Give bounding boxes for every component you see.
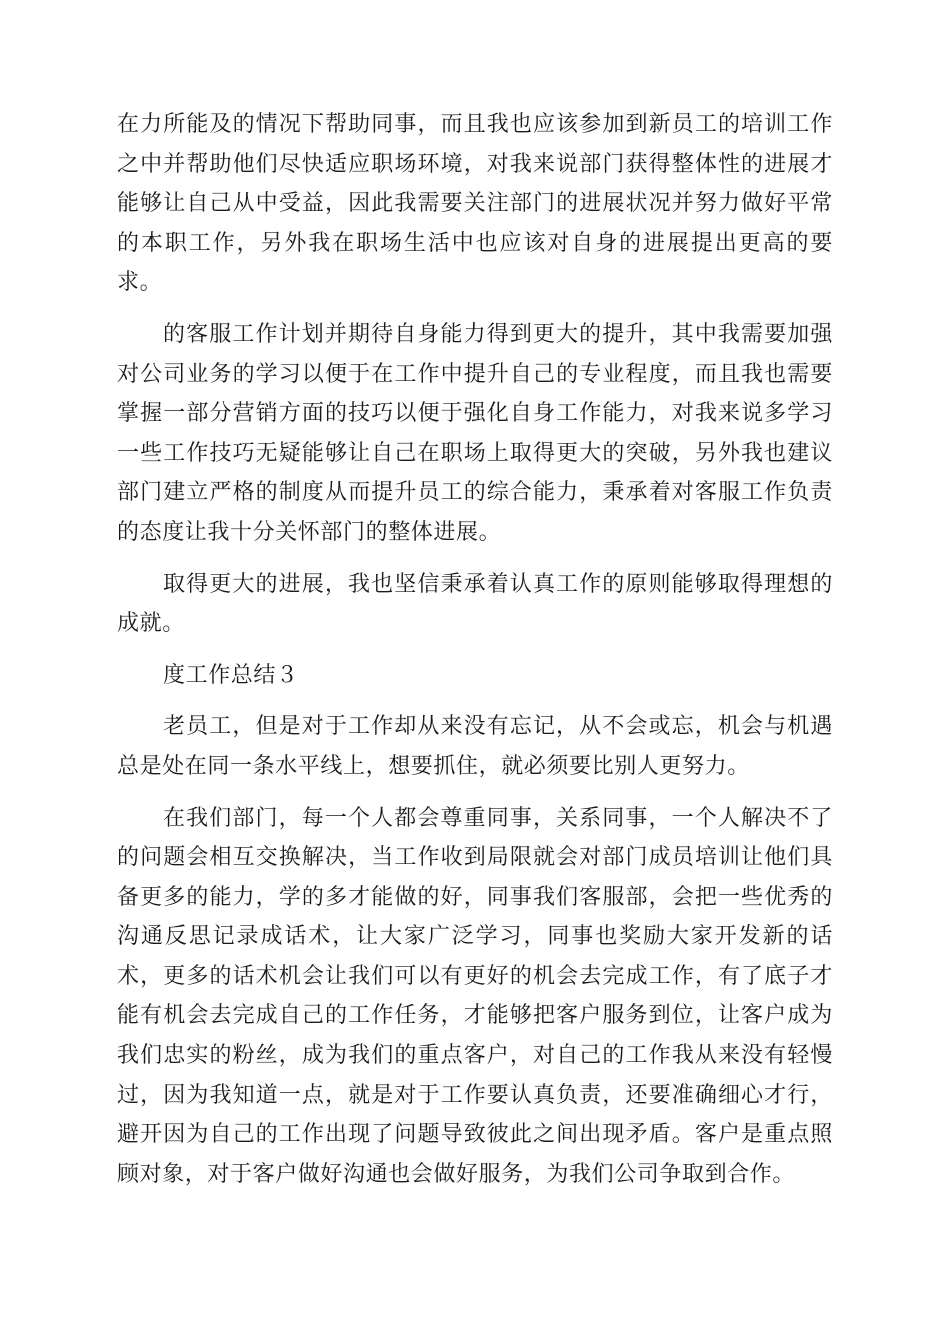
section-heading: 度工作总结３ bbox=[163, 662, 299, 688]
document-page bbox=[117, 105, 833, 1206]
paragraph-5: 在我们部门，每一个人都会尊重同事，关系同事，一个人解决不了的问题会相互交换解决，当工作收到局限就会对部门成员培训让他们具备更多的能力，学的多才能做的好，同事我们客服部，会把一些优秀的沟通反思记录成话术，让大家广泛学习，同事也奖励大家开发新的话术，更多的话术机会让我们可以有更好的机会去完成工作，有了底子才能有机会去完成自己的工作任务，才能够把客户服务到位，让客户成为我们忠实的粉丝，成为我们的重点客户，对自己的工作我从来没有轻慢过，因为我知道一点，就是对于工作要认真负责，还要准确细心才行，避开因为自己的工作出现了问题导致彼此之间出现矛盾。客户是重点照顾对象，对于客户做好沟通也会做好服务，为我们公司争取到合作。 bbox=[117, 805, 833, 1187]
paragraph-3: 取得更大的进展，我也坚信秉承着认真工作的原则能够取得理想的成就。 bbox=[117, 571, 833, 637]
paragraph-4: 老员工，但是对于工作却从来没有忘记，从不会或忘，机会与机遇总是处在同一条水平线上，想要抓住，就必须要比别人更努力。 bbox=[117, 714, 833, 779]
paragraph-1: 在力所能及的情况下帮助同事，而且我也应该参加到新员工的培训工作之中并帮助他们尽快适应职场环境，对我来说部门获得整体性的进展才能够让自己从中受益，因此我需要关注部门的进展状况并努力做好平常的本职工作，另外我在职场生活中也应该对自身的进展提出更高的要求。 bbox=[117, 112, 833, 296]
paragraph-2: 的客服工作计划并期待自身能力得到更大的提升，其中我需要加强对公司业务的学习以便于在工作中提升自己的专业程度，而且我也需要掌握一部分营销方面的技巧以便于强化自身工作能力，对我来说多学习一些工作技巧无疑能够让自己在职场上取得更大的突破，另外我也建议部门建立严格的制度从而提升员工的综合能力，秉承着对客服工作负责的态度让我十分关怀部门的整体进展。 bbox=[117, 321, 833, 545]
